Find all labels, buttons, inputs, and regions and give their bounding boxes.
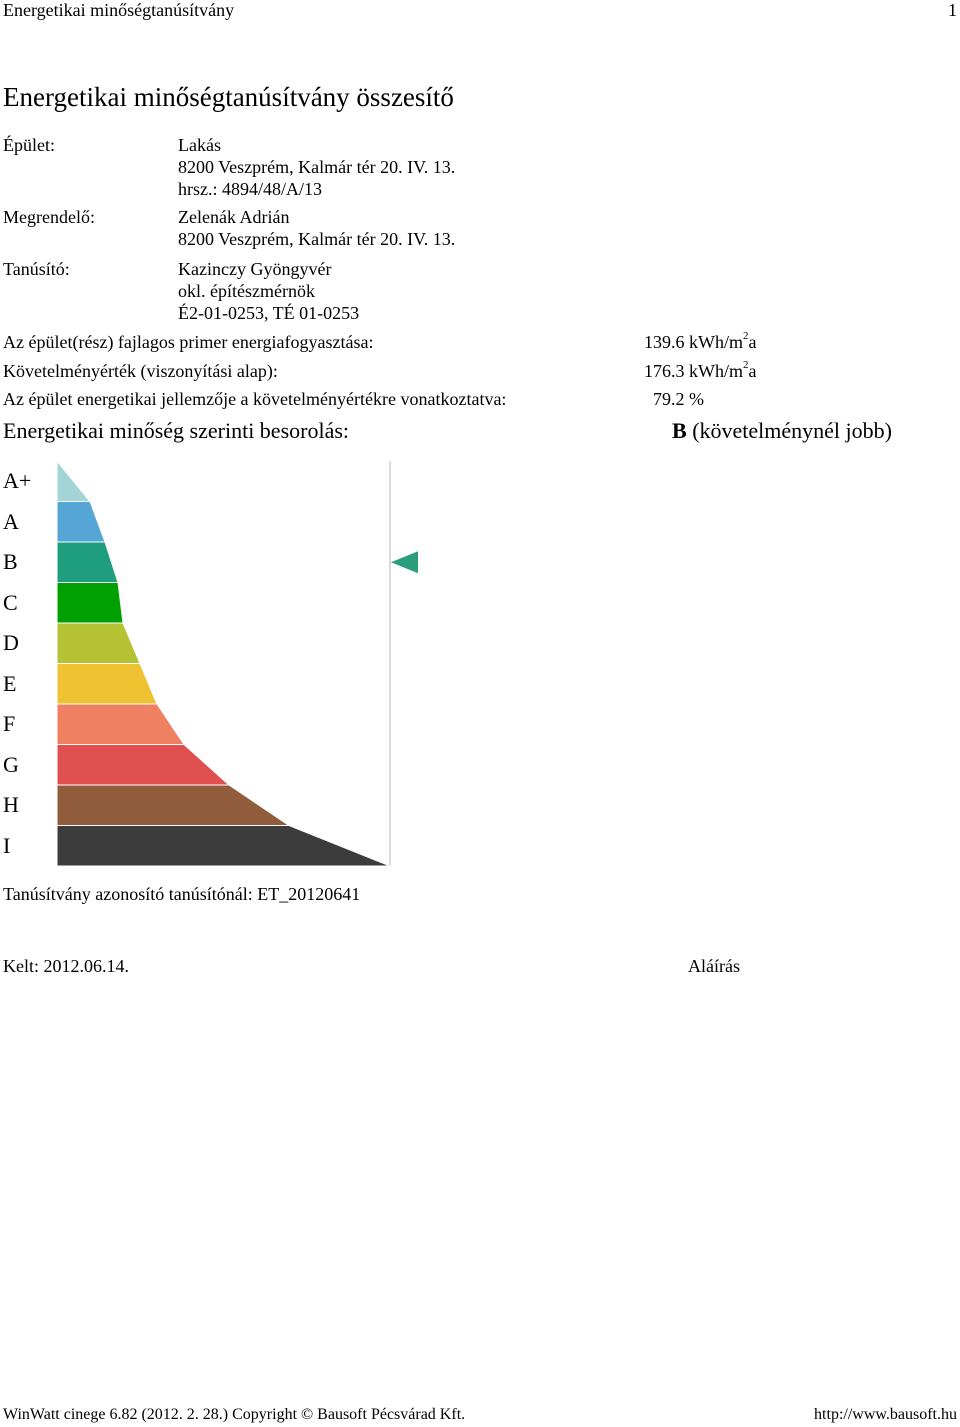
certifier-label: Tanúsító:	[3, 259, 70, 279]
scale-label-a: A	[3, 508, 19, 534]
header-doc-title: Energetikai minőségtanúsítvány	[3, 0, 235, 20]
scale-label-f: F	[3, 711, 16, 736]
scale-label-i: I	[3, 832, 11, 858]
scale-band-f	[57, 704, 184, 745]
scale-band-i	[57, 826, 390, 867]
requirement-unit: kWh/$m^2a$	[689, 359, 757, 381]
client-name: Zelenák Adrián	[178, 207, 290, 227]
classification-label: Energetikai minőség szerinti besorolás:	[3, 418, 350, 443]
ratio-unit: %	[689, 389, 704, 409]
page-title: Energetikai minőségtanúsítvány összesítő	[3, 82, 454, 112]
scale-band-g	[57, 745, 229, 786]
signature-label: Aláírás	[688, 956, 740, 976]
scale-label-h: H	[3, 792, 19, 817]
footer-url: http://www.bausoft.hu	[814, 1406, 957, 1423]
scale-band-h	[57, 785, 289, 826]
scale-label-aplus: A+	[3, 468, 32, 493]
footer-copyright: WinWatt cinege 6.82 (2012. 2. 28.) Copyright © Bausoft Pécsvárad Kft.	[3, 1406, 466, 1423]
primary-energy-number: 139.6	[644, 332, 685, 352]
scale-band-aplus	[57, 461, 90, 502]
certificate-id: Tanúsítvány azonosító tanúsítónál: ET_20120641	[3, 884, 361, 904]
scale-label-g: G	[3, 751, 19, 777]
scale-label-c: C	[3, 589, 18, 615]
building-address: 8200 Veszprém, Kalmár tér 20. IV. 13.	[178, 157, 456, 177]
building-type: Lakás	[178, 135, 221, 155]
ratio-number: 79.2	[653, 389, 685, 409]
class-marker-arrow	[391, 551, 418, 573]
ratio-label: Az épület energetikai jellemzője a követelményértékre vonatkoztatva:	[3, 389, 507, 409]
certifier-license: É2-01-0253, TÉ 01-0253	[178, 303, 360, 323]
building-label: Épület:	[3, 135, 55, 155]
scale-band-b	[57, 542, 118, 583]
certifier-name: Kazinczy Gyöngyvér	[178, 259, 332, 279]
scale-band-e	[57, 664, 157, 705]
scale-label-b: B	[3, 549, 18, 574]
classification-grade: B	[672, 418, 687, 443]
building-parcel: hrsz.: 4894/48/A/13	[178, 179, 322, 199]
primary-energy-label: Az épület(rész) fajlagos primer energiafogyasztása:	[3, 332, 374, 352]
scale-label-e: E	[3, 670, 17, 696]
requirement-label: Követelményérték (viszonyítási alap):	[3, 361, 278, 381]
scale-label-d: D	[3, 630, 19, 655]
issue-date: Kelt: 2012.06.14.	[3, 956, 129, 976]
scale-band-d	[57, 623, 140, 664]
client-address: 8200 Veszprém, Kalmár tér 20. IV. 13.	[178, 229, 456, 249]
scale-band-a	[57, 502, 105, 543]
classification-note: (követelménynél jobb)	[692, 418, 892, 443]
page-number: 1	[948, 0, 957, 20]
client-label: Megrendelő:	[3, 207, 95, 227]
certifier-title: okl. építészmérnök	[178, 281, 315, 301]
requirement-number: 176.3	[644, 361, 685, 381]
primary-energy-unit: kWh/$m^2a$	[689, 330, 757, 352]
scale-band-c	[57, 583, 123, 624]
